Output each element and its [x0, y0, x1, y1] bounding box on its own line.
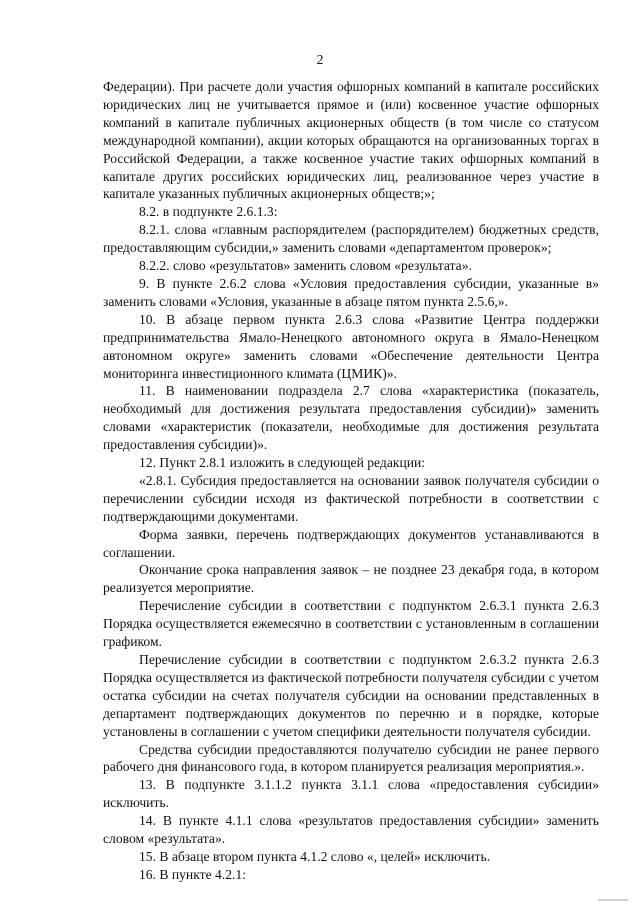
paragraph-13: 13. В подпункте 3.1.1.2 пункта 3.1.1 слова «предоставления субсидии» исключить. — [103, 777, 599, 811]
page-number: 2 — [316, 52, 324, 67]
paragraph-9: 9. В пункте 2.6.2 слова «Условия предоставления субсидии, указанные в» заменить словами «Условия, указанные в абзаце пятом пункта 2.5.6,». — [103, 275, 599, 309]
scan-artifact — [598, 899, 628, 901]
paragraph-2-8-1: «2.8.1. Субсидия предоставляется на основании заявок получателя субсидии о перечислении субсидии исходя из фактической потребности в соответствии с подтверждающими документами. — [103, 472, 599, 524]
paragraph-14: 14. В пункте 4.1.1 слова «результатов предоставления субсидии» заменить словом «результата». — [103, 813, 599, 847]
paragraph-15: 15. В абзаце втором пункта 4.1.2 слово «, целей» исключить. — [139, 848, 491, 864]
paragraph-application-form: Форма заявки, перечень подтверждающих документов устанавливаются в соглашении. — [103, 526, 599, 560]
paragraph-subsidy-funds: Средства субсидии предоставляются получателю субсидии не ранее первого рабочего дня финансового года, в котором планируется реализация мероприятия.». — [103, 741, 599, 775]
paragraph-16: 16. В пункте 4.2.1: — [139, 866, 246, 882]
paragraph-continuation: Федерации). При расчете доли участия офшорных компаний в капитале российских юридических лиц не учитывается прямое и (или) косвенное участие офшорных компаний в капитале публичных акционерных обществ (в том числе со статусом международной компании), акции которых обращаются на организованных торгах в Российской Федерации, а также косвенное участие таких офшорных компаний в капитале других российских юридических лиц, реализованное через участие в капитале указанных публичных акционерных обществ;»; — [103, 79, 599, 202]
paragraph-8-2-1: 8.2.1. слова «главным распорядителем (распорядителем) бюджетных средств, предоставляющим субсидии,» заменить словами «департаментом проверок»; — [103, 222, 599, 256]
paragraph-11: 11. В наименовании подраздела 2.7 слова «характеристика (показатель, необходимый для достижения результата предоставления субсидии)» заменить словами «характеристик (показатели, необходимые для достижения результата предоставления субсидии)». — [103, 383, 599, 453]
paragraph-10: 10. В абзаце первом пункта 2.6.3 слова «Развитие Центра поддержки предпринимательства Ямало-Ненецкого автономного округа в Ямало-Ненецком автономном округе» заменить словами «Обеспечение деятельности Центра мониторинга инвестиционного климата (ЦМИК)». — [103, 311, 599, 381]
paragraph-8-2-2: 8.2.2. слово «результатов» заменить словом «результата». — [139, 258, 472, 274]
paragraph-12: 12. Пункт 2.8.1 изложить в следующей редакции: — [139, 455, 426, 471]
paragraph-deadline: Окончание срока направления заявок – не позднее 23 декабря года, в котором реализуется мероприятие. — [103, 562, 599, 596]
paragraph-8-2: 8.2. в подпункте 2.6.1.3: — [139, 204, 278, 220]
paragraph-transfer-2-6-3-1: Перечисление субсидии в соответствии с подпунктом 2.6.3.1 пункта 2.6.3 Порядка осуществляется ежемесячно в соответствии с установленным в соглашении графиком. — [103, 598, 599, 650]
document-body — [103, 78, 599, 884]
paragraph-transfer-2-6-3-2: Перечисление субсидии в соответствии с подпунктом 2.6.3.2 пункта 2.6.3 Порядка осуществляется из фактической потребности получателя субсидии с учетом остатка субсидии на счетах получателя субсидии на основании представленных в департамент подтверждающих документов по перечню и в порядке, которые установлены в соглашении с учетом специфики деятельности получателя субсидии. — [103, 652, 599, 739]
